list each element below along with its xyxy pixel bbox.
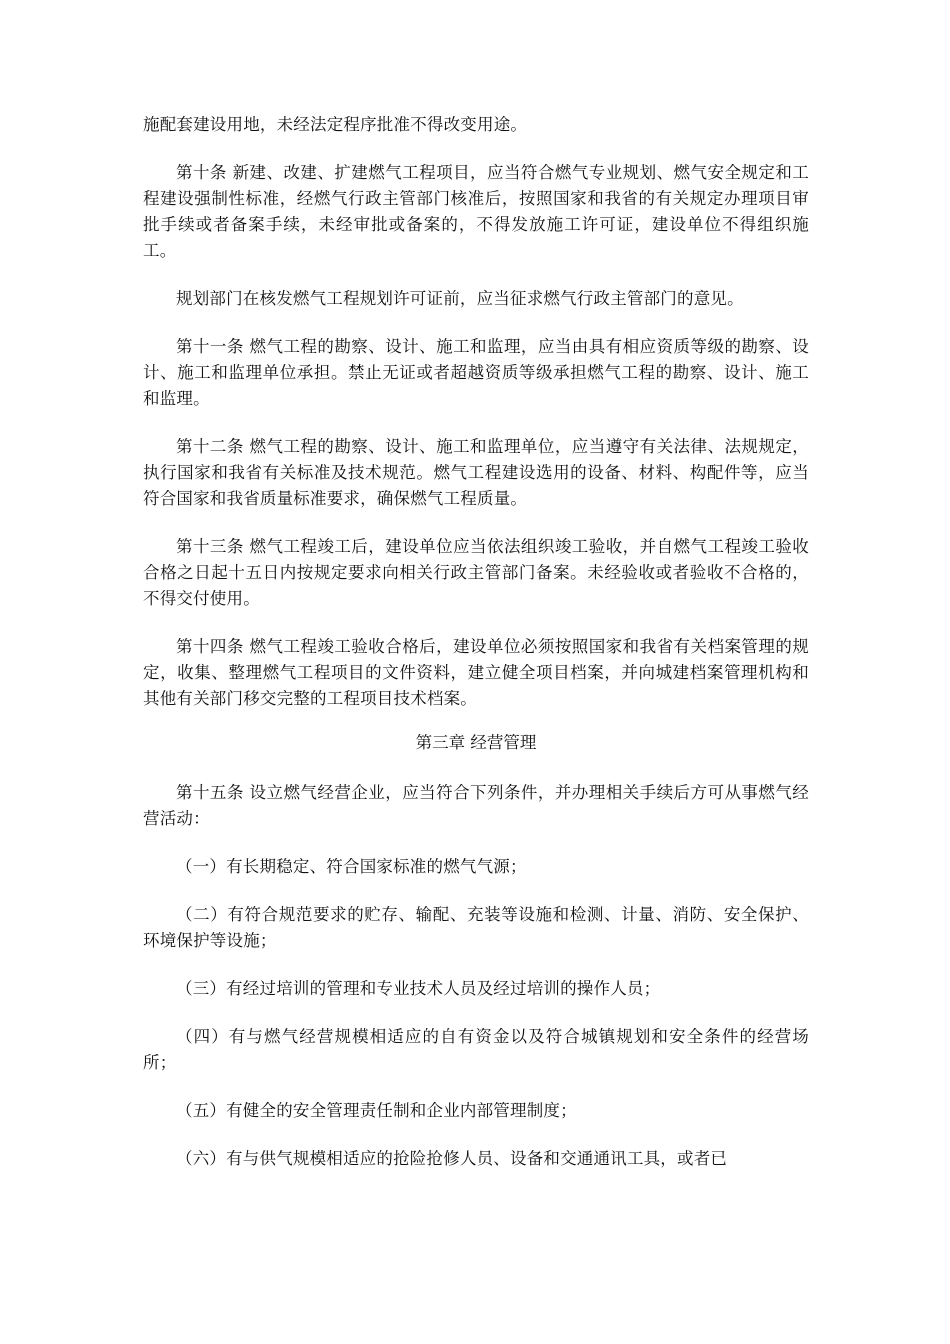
article-15: 第十五条 设立燃气经营企业，应当符合下列条件，并办理相关手续后方可从事燃气经营活动：: [143, 783, 809, 828]
chapter-title: 第三章 经营管理: [415, 733, 537, 752]
article-14: 第十四条 燃气工程竣工验收合格后，建设单位必须按照国家和我省有关档案管理的规定，收集、整理燃气工程项目的文件资料，建立健全项目档案，并向城建档案管理机构和其他有关部门移交完整的工程项目技术档案。: [143, 637, 809, 708]
list-item: （六）有与供气规模相适应的抢险抢修人员、设备和交通通讯工具，或者已: [176, 1149, 728, 1168]
list-item: （五）有健全的安全管理责任制和企业内部管理制度；: [176, 1101, 577, 1120]
paragraph: 施配套建设用地，未经法定程序批准不得改变用途。: [143, 115, 528, 134]
article-11: 第十一条 燃气工程的勘察、设计、施工和监理，应当由具有相应资质等级的勘察、设计、施工和监理单位承担。禁止无证或者超越资质等级承担燃气工程的勘察、设计、施工和监理。: [143, 337, 809, 408]
article-10: 第十条 新建、改建、扩建燃气工程项目，应当符合燃气专业规划、燃气安全规定和工程建设强制性标准，经燃气行政主管部门核准后，按照国家和我省的有关规定办理项目审批手续或者备案手续，未经审批或备案的，不得发放施工许可证，建设单位不得组织施工。: [143, 163, 809, 260]
document-body: [143, 112, 809, 1172]
paragraph: 规划部门在核发燃气工程规划许可证前，应当征求燃气行政主管部门的意见。: [176, 289, 744, 308]
list-item: （四）有与燃气经营规模相适应的自有资金以及符合城镇规划和安全条件的经营场所；: [143, 1027, 809, 1072]
list-item: （三）有经过培训的管理和专业技术人员及经过培训的操作人员；: [176, 979, 661, 998]
article-12: 第十二条 燃气工程的勘察、设计、施工和监理单位，应当遵守有关法律、法规规定，执行国家和我省有关标准及技术规范。燃气工程建设选用的设备、材料、构配件等，应当符合国家和我省质量标准要求，确保燃气工程质量。: [143, 437, 809, 508]
list-item: （二）有符合规范要求的贮存、输配、充装等设施和检测、计量、消防、安全保护、环境保护等设施；: [143, 905, 809, 950]
list-item: （一）有长期稳定、符合国家标准的燃气气源；: [176, 857, 527, 876]
article-13: 第十三条 燃气工程竣工后，建设单位应当依法组织竣工验收，并自燃气工程竣工验收合格之日起十五日内按规定要求向相关行政主管部门备案。未经验收或者验收不合格的，不得交付使用。: [143, 537, 809, 608]
